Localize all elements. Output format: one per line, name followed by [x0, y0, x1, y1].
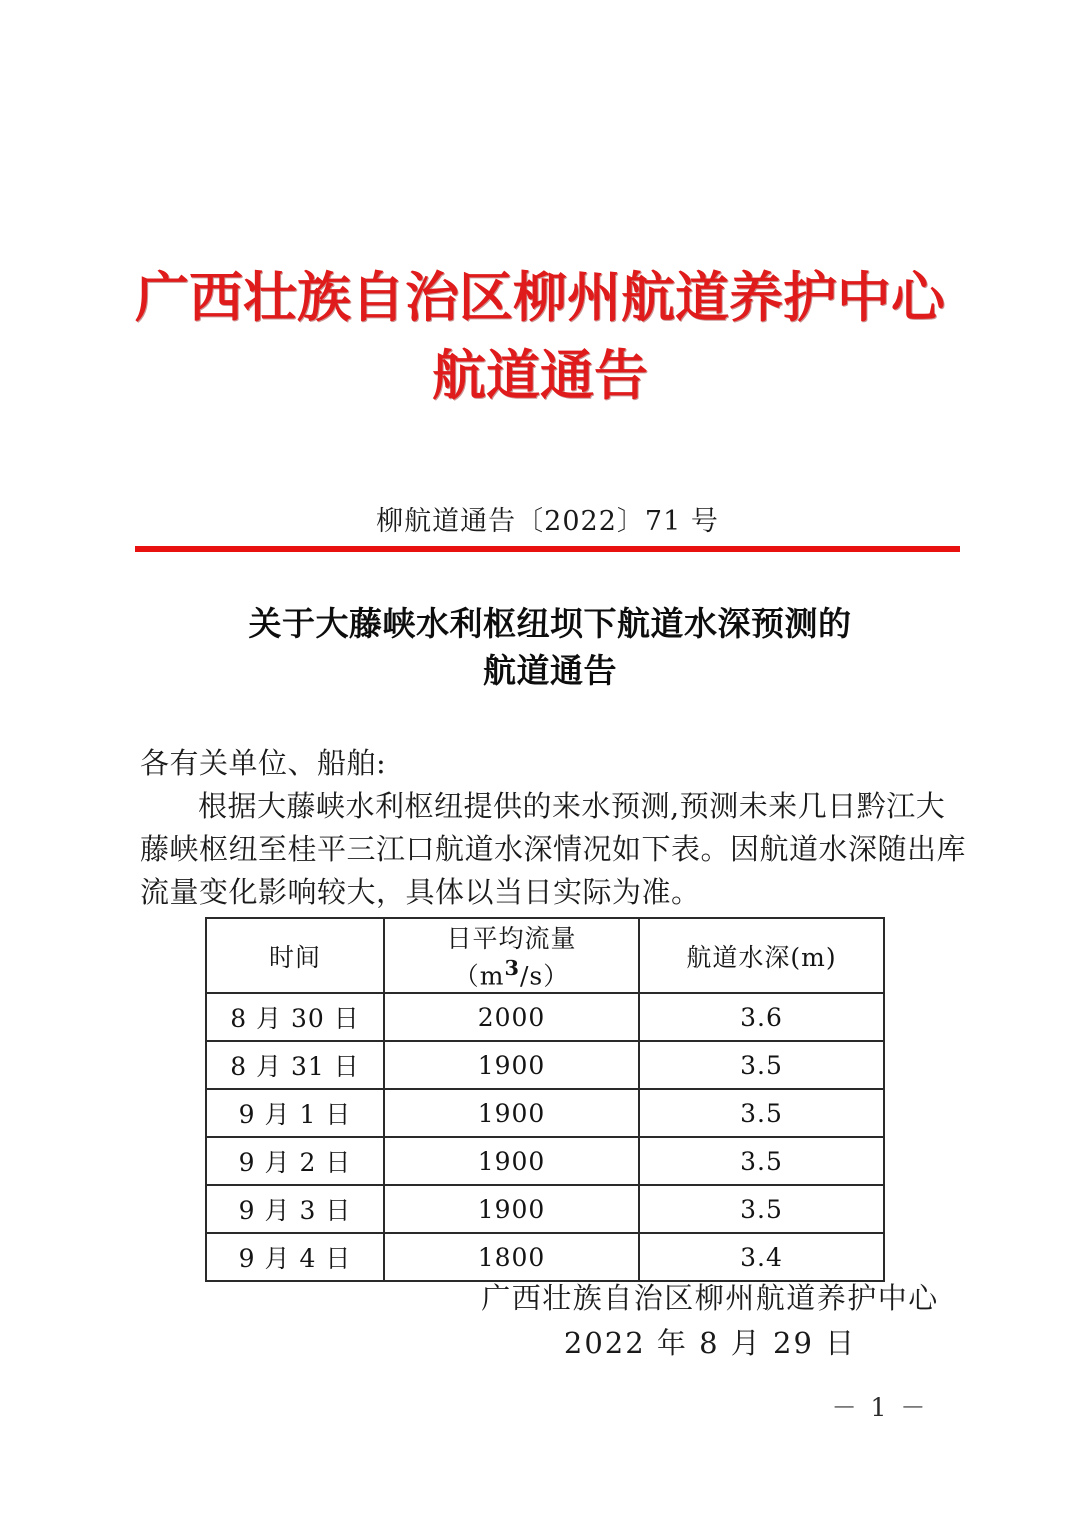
table-row — [206, 1089, 884, 1137]
table-row — [206, 1185, 884, 1233]
column-header-daily-average-flow — [384, 918, 639, 993]
body-paragraph-line-2: 藤峡枢纽至桂平三江口航道水深情况如下表。因航道水深随出库 — [140, 832, 967, 866]
table-row — [206, 1137, 884, 1185]
cell-time: 9 月 3 日 — [206, 1185, 384, 1233]
column-header-time: 时间 — [206, 918, 384, 993]
cell-time: 9 月 4 日 — [206, 1233, 384, 1281]
cell-flow: 1900 — [384, 1041, 639, 1089]
masthead-document-type: 航道通告 — [432, 343, 648, 407]
masthead-organization: 广西壮族自治区柳州航道养护中心 — [135, 265, 945, 329]
document-number-block — [135, 505, 960, 539]
column-header-flow-prefix: 日平均流量（m — [446, 924, 577, 991]
cell-flow: 1900 — [384, 1185, 639, 1233]
cell-flow: 1900 — [384, 1137, 639, 1185]
body-paragraph-line-1: 根据大藤峡水利枢纽提供的来水预测,预测未来几日黔江大 — [198, 789, 946, 823]
column-header-flow-superscript: 3 — [504, 955, 520, 980]
column-header-flow-suffix: /s） — [519, 961, 570, 991]
red-divider-rule — [135, 546, 960, 552]
cell-depth: 3.5 — [639, 1137, 884, 1185]
cell-time: 9 月 1 日 — [206, 1089, 384, 1137]
signature-block — [440, 1276, 980, 1366]
body-text — [140, 742, 967, 914]
document-number: 柳航道通告〔2022〕71 号 — [376, 506, 719, 537]
column-header-channel-depth: 航道水深(m) — [639, 918, 884, 993]
cell-time: 8 月 31 日 — [206, 1041, 384, 1089]
signature-date: 2022 年 8 月 29 日 — [563, 1326, 857, 1360]
table-row — [206, 993, 884, 1041]
table-row — [206, 1041, 884, 1089]
table-row — [206, 1233, 884, 1281]
water-depth-table-wrapper — [205, 917, 883, 1282]
body-paragraph-line-3: 流量变化影响较大，具体以当日实际为准。 — [140, 875, 701, 909]
cell-flow: 1800 — [384, 1233, 639, 1281]
signature-issuer: 广西壮族自治区柳州航道养护中心 — [481, 1281, 939, 1315]
table-header-row — [206, 918, 884, 993]
cell-depth: 3.5 — [639, 1041, 884, 1089]
cell-depth: 3.4 — [639, 1233, 884, 1281]
table-header — [206, 918, 884, 993]
table-body — [206, 993, 884, 1281]
salutation: 各有关单位、船舶: — [140, 746, 387, 780]
water-depth-table — [205, 917, 885, 1282]
cell-flow: 2000 — [384, 993, 639, 1041]
cell-time: 9 月 2 日 — [206, 1137, 384, 1185]
cell-flow: 1900 — [384, 1089, 639, 1137]
cell-depth: 3.5 — [639, 1185, 884, 1233]
cell-depth: 3.5 — [639, 1089, 884, 1137]
subject-heading-line-2: 航道通告 — [483, 651, 617, 690]
masthead — [0, 262, 1080, 410]
subject-heading-line-1: 关于大藤峡水利枢纽坝下航道水深预测的 — [248, 604, 852, 643]
subject-heading — [150, 600, 950, 694]
cell-time: 8 月 30 日 — [206, 993, 384, 1041]
cell-depth: 3.6 — [639, 993, 884, 1041]
page-number: － 1 － — [831, 1393, 929, 1422]
